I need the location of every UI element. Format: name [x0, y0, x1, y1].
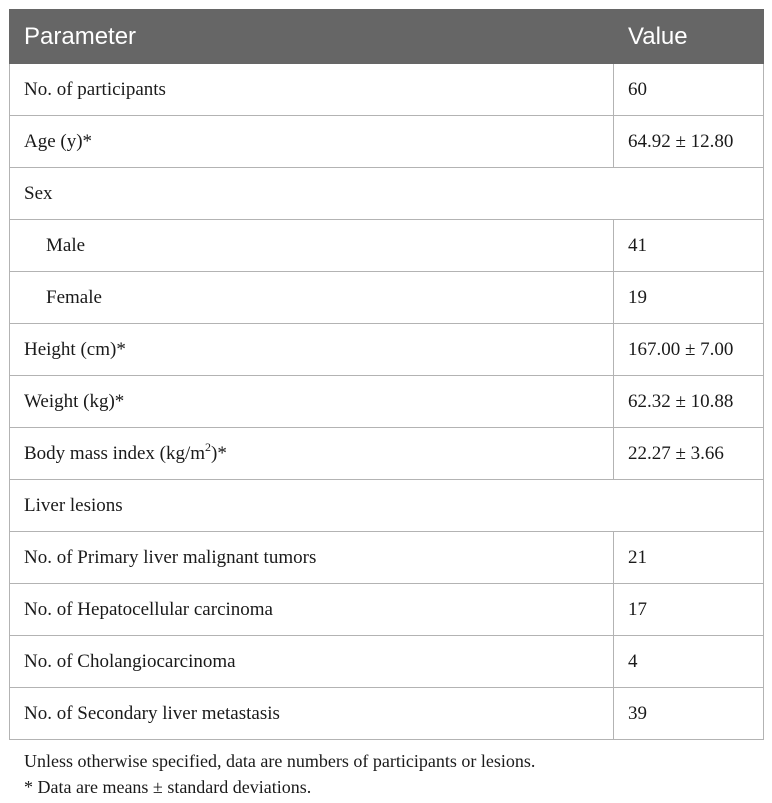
table-row: [10, 532, 764, 584]
row-value: 39: [614, 688, 764, 740]
row-label: Age (y)*: [10, 116, 614, 168]
table-footnotes: [24, 748, 535, 800]
row-label: Weight (kg)*: [10, 376, 614, 428]
table-header-row: [10, 10, 764, 64]
header-parameter: Parameter: [10, 10, 614, 64]
bmi-label-superscript: 2: [205, 439, 212, 454]
header-value: Value: [614, 10, 764, 64]
row-label: [10, 428, 614, 480]
row-value: 21: [614, 532, 764, 584]
row-value: 4: [614, 636, 764, 688]
row-value: 17: [614, 584, 764, 636]
row-label: Height (cm)*: [10, 324, 614, 376]
table-section-row: [10, 480, 764, 532]
table-row: [10, 220, 764, 272]
section-label: Sex: [10, 168, 764, 220]
bmi-label-prefix: Body mass index (kg/m: [24, 442, 206, 464]
row-value: 60: [614, 64, 764, 116]
table-row: [10, 636, 764, 688]
table-row: [10, 428, 764, 480]
participant-characteristics-table: [9, 9, 764, 740]
row-value: 19: [614, 272, 764, 324]
row-label: Male: [10, 220, 614, 272]
row-value: 64.92 ± 12.80: [614, 116, 764, 168]
table-row: [10, 116, 764, 168]
row-label: Female: [10, 272, 614, 324]
row-label: No. of Cholangiocarcinoma: [10, 636, 614, 688]
row-label: No. of Secondary liver metastasis: [10, 688, 614, 740]
row-value: 22.27 ± 3.66: [614, 428, 764, 480]
row-label: No. of participants: [10, 64, 614, 116]
row-label: No. of Hepatocellular carcinoma: [10, 584, 614, 636]
footnote: * Data are means ± standard deviations.: [24, 777, 312, 797]
table-row: [10, 324, 764, 376]
table-row: [10, 688, 764, 740]
section-label: Liver lesions: [10, 480, 764, 532]
table-row: [10, 272, 764, 324]
bmi-label-suffix: )*: [211, 442, 227, 464]
footnote: Unless otherwise specified, data are numbers of participants or lesions.: [24, 751, 536, 771]
row-value: 41: [614, 220, 764, 272]
row-value: 62.32 ± 10.88: [614, 376, 764, 428]
table-section-row: [10, 168, 764, 220]
row-value: 167.00 ± 7.00: [614, 324, 764, 376]
table-row: [10, 376, 764, 428]
row-label: No. of Primary liver malignant tumors: [10, 532, 614, 584]
table-row: [10, 64, 764, 116]
table-row: [10, 584, 764, 636]
